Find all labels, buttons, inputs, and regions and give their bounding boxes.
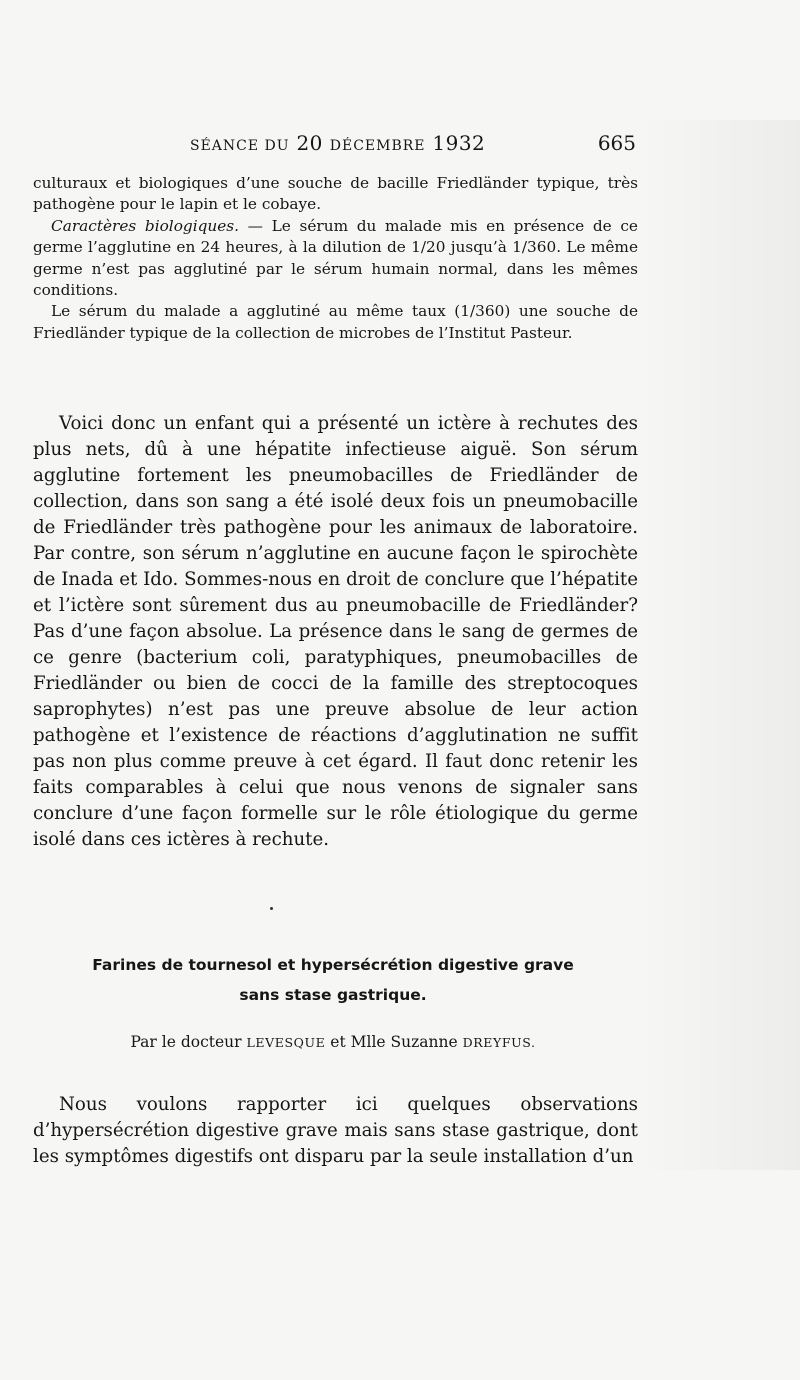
small-print-block (33, 173, 638, 344)
body-paragraph-1: Voici donc un enfant qui a présenté un ictère à rechutes des plus nets, dû à une hépatite infectieuse aiguë. Son sérum agglutine fortement les pneumobacilles de Friedländer de collection, dans son sang a été isolé deux fois un pneumobacille de Friedländer très pathogène pour les animaux de laboratoire. Par contre, son sérum n’agglutine en aucune façon le spirochète de Inada et Ido. Sommes-nous en droit de conclure que l’hépatite et l’ictère sont sûrement dus au pneumobacille de Friedländer? Pas d’une façon absolue. La présence dans le sang de germes de ce genre (bacterium coli, paratyphiques, pneumobacilles de Friedländer ou bien de cocci de la famille des streptocoques saprophytes) n’est pas une preuve absolue de leur action pathogène et l’existence de réactions d’agglutination ne suffit pas non plus comme preuve à cet égard. Il faut donc retenir les faits comparables à celui que nous venons de signaler sans conclure d’une façon formelle sur le rôle étiologique du germe isolé dans ces ictères à rechute. (33, 413, 638, 850)
small-paragraph-2-heading: Caractères biologiques. (51, 216, 239, 235)
byline-prefix: Par le docteur (130, 1033, 242, 1051)
article-title-line-2: sans stase gastrique. (239, 986, 427, 1004)
main-paragraph (33, 411, 638, 853)
article-byline (33, 1033, 633, 1051)
article-title (33, 950, 633, 1010)
small-paragraph-2 (33, 216, 638, 302)
article-intro-paragraph: Nous voulons rapporter ici quelques observations d’hypersécrétion digestive grave mais sans stase gastrique, dont les symptômes digestifs ont disparu par la seule installation d’un (33, 1094, 638, 1167)
print-speck (270, 907, 273, 910)
article-intro (33, 1092, 638, 1170)
byline-and: et Mlle Suzanne (330, 1033, 458, 1051)
running-header (190, 131, 636, 161)
header-month: DÉCEMBRE (329, 138, 426, 154)
bleed-through-shadow (640, 120, 800, 1170)
header-seance: SÉANCE DU (190, 138, 290, 154)
author-1: LEVESQUE (246, 1035, 326, 1050)
small-paragraph-2-text: — Le sérum du malade mis en présence de ce germe l’agglutine en 24 heures, à la dilution de 1/20 jusqu’à 1/360. Le même germe n’est pas agglutiné par le sérum humain normal, dans les mêmes conditions. (33, 216, 638, 300)
article-title-line-1: Farines de tournesol et hypersécrétion digestive grave (92, 956, 574, 974)
small-paragraph-1: culturaux et biologiques d’une souche de bacille Friedländer typique, très pathogène pour le lapin et le cobaye. (33, 174, 638, 214)
small-paragraph-3: Le sérum du malade a agglutiné au même taux (1/360) une souche de Friedländer typique de la collection de microbes de l’Institut Pasteur. (33, 302, 638, 342)
header-date-number: 20 (296, 131, 323, 155)
page-number: 665 (597, 131, 636, 155)
author-2: DREYFUS. (462, 1035, 536, 1050)
header-title (190, 131, 485, 155)
header-year: 1932 (432, 131, 486, 155)
